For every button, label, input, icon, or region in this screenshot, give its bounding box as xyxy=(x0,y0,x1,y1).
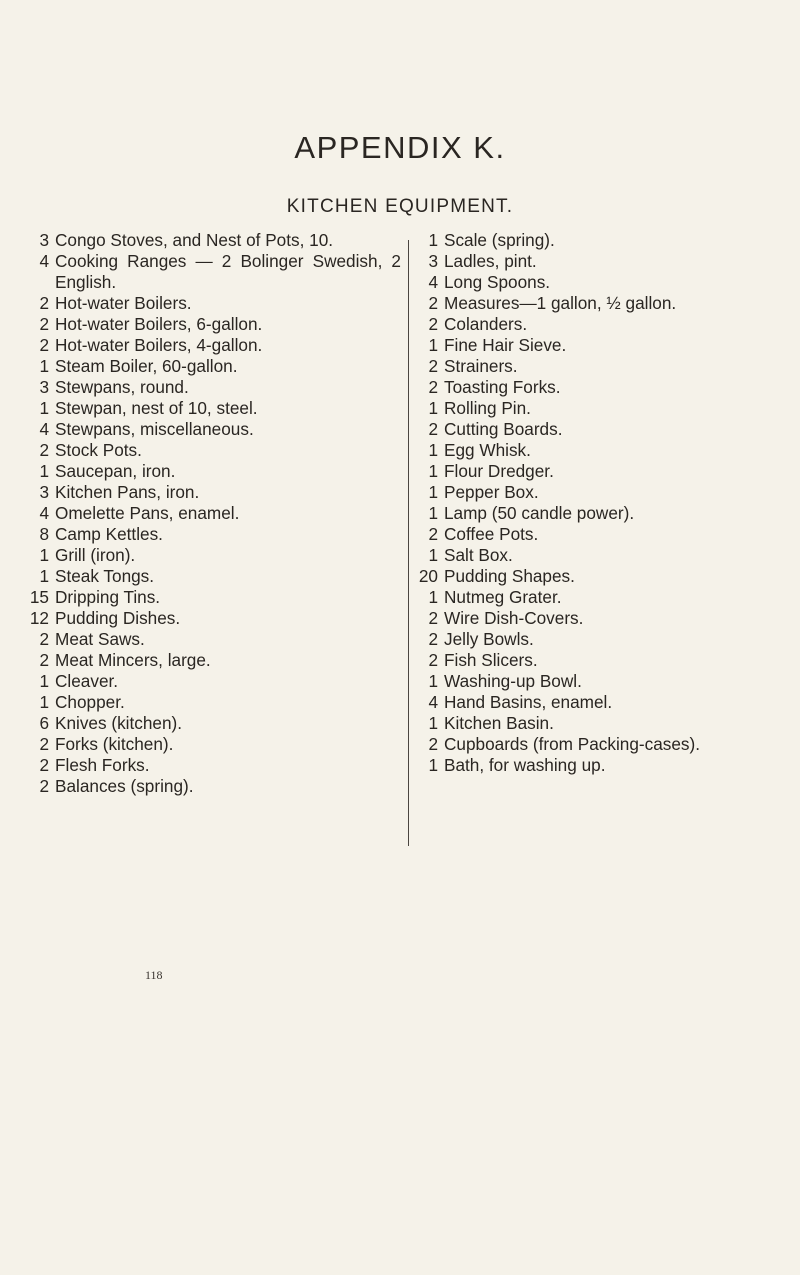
item-quantity: 1 xyxy=(428,230,438,250)
list-item xyxy=(25,440,401,461)
item-quantity: 1 xyxy=(39,545,49,565)
item-quantity: 1 xyxy=(39,566,49,586)
list-item xyxy=(414,566,778,587)
item-quantity: 2 xyxy=(39,755,49,775)
list-item xyxy=(414,314,778,335)
list-item xyxy=(414,524,778,545)
left-equipment-list xyxy=(25,230,401,797)
item-description: Jelly Bowls. xyxy=(444,629,534,649)
item-quantity: 1 xyxy=(428,545,438,565)
list-item xyxy=(25,230,401,251)
item-quantity: 1 xyxy=(428,440,438,460)
item-quantity: 2 xyxy=(428,524,438,544)
item-description: Congo Stoves, and Nest of Pots, 10. xyxy=(55,230,334,250)
list-item xyxy=(25,692,401,713)
section-subheading: KITCHEN EQUIPMENT. xyxy=(286,196,514,217)
item-description: Pudding Shapes. xyxy=(444,566,575,586)
list-item xyxy=(414,713,778,734)
item-description: Cleaver. xyxy=(55,671,119,691)
item-description: Fish Slicers. xyxy=(444,650,538,670)
list-item xyxy=(414,293,778,314)
item-description: Forks (kitchen). xyxy=(55,734,174,754)
list-item xyxy=(25,293,401,314)
item-description: Omelette Pans, enamel. xyxy=(55,503,240,523)
list-item xyxy=(414,440,778,461)
list-item xyxy=(414,608,778,629)
item-quantity: 1 xyxy=(39,461,49,481)
item-description: Nutmeg Grater. xyxy=(444,587,562,607)
list-item xyxy=(25,566,401,587)
item-quantity: 2 xyxy=(428,629,438,649)
item-description: Stewpan, nest of 10, steel. xyxy=(55,398,258,418)
item-description: Toasting Forks. xyxy=(444,377,561,397)
item-quantity: 2 xyxy=(428,293,438,313)
item-quantity: 1 xyxy=(428,503,438,523)
item-quantity: 3 xyxy=(39,482,49,502)
item-description: Egg Whisk. xyxy=(444,440,531,460)
item-quantity: 2 xyxy=(428,608,438,628)
list-item xyxy=(25,419,401,440)
item-quantity: 2 xyxy=(428,419,438,439)
item-quantity: 1 xyxy=(428,461,438,481)
appendix-heading: APPENDIX K. xyxy=(294,130,506,165)
item-quantity: 8 xyxy=(39,524,49,544)
item-quantity: 1 xyxy=(428,755,438,775)
list-item xyxy=(25,776,401,797)
item-quantity: 6 xyxy=(39,713,49,733)
item-quantity: 1 xyxy=(39,671,49,691)
item-description: Fine Hair Sieve. xyxy=(444,335,567,355)
list-item xyxy=(414,692,778,713)
list-item xyxy=(414,650,778,671)
list-item xyxy=(414,503,778,524)
right-equipment-list xyxy=(414,230,778,776)
item-quantity: 1 xyxy=(39,356,49,376)
list-item xyxy=(25,482,401,503)
item-description: Bath, for washing up. xyxy=(444,755,606,775)
item-quantity: 1 xyxy=(428,671,438,691)
item-description: Colanders. xyxy=(444,314,528,334)
list-item xyxy=(25,734,401,755)
item-description: Wire Dish-Covers. xyxy=(444,608,584,628)
item-description: Lamp (50 candle power). xyxy=(444,503,635,523)
item-quantity: 3 xyxy=(428,251,438,271)
item-quantity: 12 xyxy=(29,608,49,628)
page-number: 118 xyxy=(145,968,163,982)
item-description: Meat Saws. xyxy=(55,629,145,649)
list-item xyxy=(414,356,778,377)
list-item xyxy=(25,713,401,734)
list-item xyxy=(414,251,778,272)
item-description: Cupboards (from Packing-cases). xyxy=(444,734,700,754)
list-item xyxy=(414,587,778,608)
item-quantity: 2 xyxy=(39,293,49,313)
list-item xyxy=(25,356,401,377)
item-quantity: 1 xyxy=(39,692,49,712)
item-description: Stock Pots. xyxy=(55,440,142,460)
item-description: Camp Kettles. xyxy=(55,524,163,544)
item-description: Pepper Box. xyxy=(444,482,539,502)
item-description: Rolling Pin. xyxy=(444,398,531,418)
list-item xyxy=(25,587,401,608)
item-quantity: 1 xyxy=(428,713,438,733)
list-item xyxy=(25,314,401,335)
item-quantity: 2 xyxy=(428,377,438,397)
list-item xyxy=(25,398,401,419)
list-item xyxy=(414,461,778,482)
list-item xyxy=(25,629,401,650)
item-quantity: 2 xyxy=(428,356,438,376)
item-description: Meat Mincers, large. xyxy=(55,650,211,670)
item-description: Ladles, pint. xyxy=(444,251,537,271)
list-item xyxy=(25,545,401,566)
item-quantity: 2 xyxy=(39,629,49,649)
list-item xyxy=(25,251,401,293)
item-description: Saucepan, iron. xyxy=(55,461,176,481)
item-description: Stewpans, miscellaneous. xyxy=(55,419,254,439)
item-quantity: 2 xyxy=(428,650,438,670)
list-item xyxy=(25,503,401,524)
item-quantity: 2 xyxy=(39,440,49,460)
list-item xyxy=(414,230,778,251)
list-item xyxy=(414,734,778,755)
item-description: Strainers. xyxy=(444,356,518,376)
list-item xyxy=(414,482,778,503)
item-description: Steak Tongs. xyxy=(55,566,155,586)
item-quantity: 4 xyxy=(39,419,49,439)
item-quantity: 4 xyxy=(428,272,438,292)
item-quantity: 1 xyxy=(39,398,49,418)
item-quantity: 4 xyxy=(39,251,49,271)
item-quantity: 1 xyxy=(428,398,438,418)
item-description: Washing-up Bowl. xyxy=(444,671,582,691)
item-description: Kitchen Basin. xyxy=(444,713,554,733)
list-item xyxy=(25,377,401,398)
item-quantity: 2 xyxy=(39,734,49,754)
list-item xyxy=(414,377,778,398)
list-item xyxy=(414,398,778,419)
item-description: Cutting Boards. xyxy=(444,419,563,439)
list-item xyxy=(414,671,778,692)
item-description: Scale (spring). xyxy=(444,230,555,250)
item-description: Knives (kitchen). xyxy=(55,713,183,733)
item-description: Hot-water Boilers. xyxy=(55,293,192,313)
item-description: Pudding Dishes. xyxy=(55,608,181,628)
item-quantity: 4 xyxy=(39,503,49,523)
item-quantity: 1 xyxy=(428,482,438,502)
item-description: Stewpans, round. xyxy=(55,377,189,397)
item-description: Flour Dredger. xyxy=(444,461,554,481)
item-description: Balances (spring). xyxy=(55,776,194,796)
item-quantity: 3 xyxy=(39,230,49,250)
list-item xyxy=(25,671,401,692)
list-item xyxy=(25,524,401,545)
item-quantity: 4 xyxy=(428,692,438,712)
item-description: Grill (iron). xyxy=(55,545,136,565)
item-description: Chopper. xyxy=(55,692,125,712)
item-quantity: 2 xyxy=(39,776,49,796)
list-item xyxy=(25,461,401,482)
item-description: Coffee Pots. xyxy=(444,524,539,544)
item-description: Kitchen Pans, iron. xyxy=(55,482,200,502)
list-item xyxy=(414,545,778,566)
list-item xyxy=(25,650,401,671)
list-item xyxy=(414,629,778,650)
item-description: Hot-water Boilers, 4-gallon. xyxy=(55,335,263,355)
item-description: Flesh Forks. xyxy=(55,755,150,775)
list-item xyxy=(25,755,401,776)
item-quantity: 20 xyxy=(418,566,438,586)
list-item xyxy=(25,335,401,356)
list-item xyxy=(414,419,778,440)
item-description: Steam Boiler, 60-gallon. xyxy=(55,356,238,376)
item-description: Hot-water Boilers, 6-gallon. xyxy=(55,314,263,334)
item-quantity: 1 xyxy=(428,335,438,355)
item-description: Cooking Ranges — 2 Bolinger Swedish, 2 English. xyxy=(55,251,401,292)
item-description: Measures—1 gallon, ½ gallon. xyxy=(444,293,677,313)
list-item xyxy=(414,272,778,293)
item-quantity: 3 xyxy=(39,377,49,397)
item-description: Long Spoons. xyxy=(444,272,551,292)
column-divider xyxy=(408,240,409,846)
item-quantity: 2 xyxy=(39,650,49,670)
item-quantity: 1 xyxy=(428,587,438,607)
list-item xyxy=(25,608,401,629)
list-item xyxy=(414,755,778,776)
item-quantity: 2 xyxy=(428,734,438,754)
item-quantity: 15 xyxy=(29,587,49,607)
list-item xyxy=(414,335,778,356)
item-quantity: 2 xyxy=(428,314,438,334)
item-description: Salt Box. xyxy=(444,545,513,565)
item-description: Dripping Tins. xyxy=(55,587,161,607)
item-quantity: 2 xyxy=(39,335,49,355)
item-description: Hand Basins, enamel. xyxy=(444,692,613,712)
item-quantity: 2 xyxy=(39,314,49,334)
